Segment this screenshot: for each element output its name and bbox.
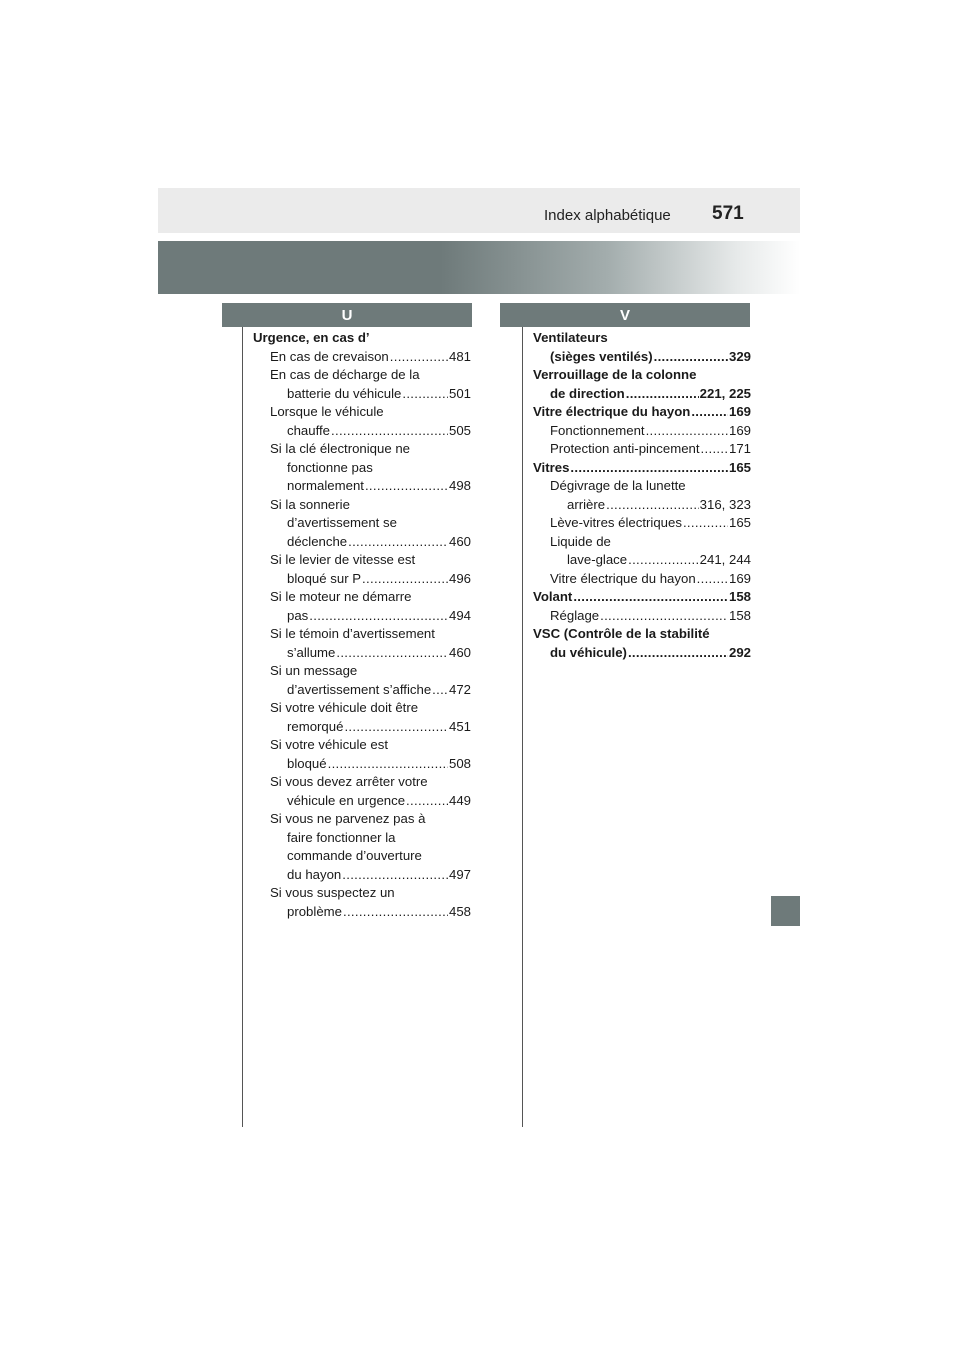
entry-page: 221, 225 bbox=[699, 385, 751, 401]
dot-leader bbox=[348, 533, 448, 552]
entry-text: problème bbox=[287, 903, 342, 919]
entry-text: Verrouillage de la colonne bbox=[533, 367, 697, 382]
entry-text: En cas de crevaison bbox=[270, 348, 389, 364]
index-entry bbox=[253, 681, 471, 700]
entry-text: fonctionne pas bbox=[287, 459, 373, 475]
header-title: Index alphabétique bbox=[544, 207, 671, 224]
index-entry bbox=[253, 903, 471, 922]
entry-page: 451 bbox=[448, 718, 471, 734]
entry-page: 458 bbox=[448, 903, 471, 919]
entry-text: Si la clé électronique ne bbox=[270, 441, 411, 456]
index-entry bbox=[533, 440, 751, 459]
entry-text: Si vous ne parvenez pas à bbox=[270, 811, 426, 826]
index-entry bbox=[533, 403, 751, 422]
index-entry bbox=[533, 644, 751, 663]
dot-leader bbox=[342, 866, 448, 885]
entry-text: Lève-vitres électriques bbox=[550, 515, 682, 530]
dot-leader bbox=[628, 551, 699, 570]
entry-page: 165 bbox=[728, 515, 751, 530]
entry-page: 169 bbox=[728, 404, 751, 419]
index-entry bbox=[253, 588, 471, 607]
entry-text: Volant bbox=[533, 589, 573, 604]
index-column-v bbox=[533, 329, 751, 662]
entry-text: En cas de décharge de la bbox=[270, 367, 420, 382]
dot-leader bbox=[309, 607, 448, 626]
dot-leader bbox=[600, 607, 728, 626]
index-entry bbox=[533, 588, 751, 607]
index-entry bbox=[533, 607, 751, 626]
entry-text: Si la sonnerie bbox=[270, 496, 350, 512]
entry-text: bloqué bbox=[287, 755, 327, 771]
entry-text: commande d’ouverture bbox=[287, 848, 422, 863]
dot-leader bbox=[402, 385, 448, 404]
section-header-u bbox=[222, 303, 472, 327]
index-entry bbox=[533, 477, 751, 496]
index-entry bbox=[253, 477, 471, 496]
dot-leader bbox=[390, 348, 448, 367]
entry-page: 496 bbox=[448, 570, 471, 586]
column-rule-left bbox=[242, 327, 243, 1127]
index-entry bbox=[533, 570, 751, 589]
index-column-u bbox=[253, 329, 471, 921]
entry-page: 171 bbox=[728, 441, 751, 456]
index-entry bbox=[253, 829, 471, 848]
entry-text: véhicule en urgence bbox=[287, 792, 406, 808]
section-letter: U bbox=[341, 306, 353, 324]
entry-page: 169 bbox=[728, 570, 751, 586]
dot-leader bbox=[365, 477, 448, 496]
index-entry bbox=[533, 625, 751, 644]
entry-page: 501 bbox=[448, 385, 471, 401]
header-band bbox=[158, 241, 800, 294]
dot-leader bbox=[362, 570, 448, 589]
entry-page: 158 bbox=[728, 607, 751, 623]
dot-leader bbox=[646, 422, 728, 441]
entry-text: Fonctionnement bbox=[550, 422, 645, 438]
index-entry bbox=[533, 533, 751, 552]
dot-leader bbox=[343, 903, 448, 922]
chapter-tab bbox=[771, 896, 800, 926]
index-entry bbox=[253, 496, 471, 515]
entry-page: 494 bbox=[448, 607, 471, 623]
entry-text: Ventilateurs bbox=[533, 330, 608, 345]
index-entry bbox=[253, 551, 471, 570]
entry-text: bloqué sur P bbox=[287, 570, 362, 586]
entry-page: 472 bbox=[448, 681, 471, 697]
entry-text: Si vous suspectez un bbox=[270, 885, 395, 900]
entry-text: du hayon bbox=[287, 866, 342, 882]
index-entry bbox=[533, 329, 751, 348]
index-entry bbox=[253, 366, 471, 385]
entry-text: lave-glace bbox=[567, 552, 628, 567]
entry-text: Si vous devez arrêter votre bbox=[270, 774, 428, 789]
entry-text: du véhicule) bbox=[550, 644, 627, 660]
index-entry bbox=[533, 459, 751, 478]
entry-text: Si le moteur ne démarre bbox=[270, 589, 412, 604]
entry-text: Vitre électrique du hayon bbox=[533, 404, 691, 419]
page-number: 571 bbox=[712, 203, 744, 224]
entry-page: 460 bbox=[448, 644, 471, 660]
entry-text: chauffe bbox=[287, 422, 331, 438]
entry-text: VSC (Contrôle de la stabilité bbox=[533, 626, 710, 641]
dot-leader bbox=[628, 644, 728, 663]
entry-text: batterie du véhicule bbox=[287, 385, 402, 401]
index-entry bbox=[253, 755, 471, 774]
index-entry bbox=[533, 366, 751, 385]
entry-page: 508 bbox=[448, 755, 471, 771]
entry-page: 460 bbox=[448, 533, 471, 549]
entry-text: déclenche bbox=[287, 533, 348, 549]
header-bar bbox=[158, 188, 800, 233]
entry-page: 241, 244 bbox=[699, 552, 751, 567]
dot-leader bbox=[606, 496, 699, 515]
dot-leader bbox=[432, 681, 448, 700]
index-entry bbox=[253, 718, 471, 737]
entry-page: 158 bbox=[728, 589, 751, 604]
dot-leader bbox=[570, 459, 728, 478]
index-entry bbox=[253, 422, 471, 441]
index-entry bbox=[533, 496, 751, 515]
entry-page: 292 bbox=[728, 644, 751, 660]
index-entry bbox=[253, 607, 471, 626]
entry-page: 497 bbox=[448, 866, 471, 882]
index-entry bbox=[533, 514, 751, 533]
entry-text: Lorsque le véhicule bbox=[270, 404, 384, 419]
index-entry bbox=[253, 884, 471, 903]
dot-leader bbox=[331, 422, 448, 441]
index-entry bbox=[253, 736, 471, 755]
entry-text: Si votre véhicule est bbox=[270, 737, 389, 752]
index-entry bbox=[533, 385, 751, 404]
entry-text: d’avertissement se bbox=[287, 515, 397, 530]
entry-text: Si le témoin d’avertissement bbox=[270, 626, 435, 641]
dot-leader bbox=[701, 440, 728, 459]
index-entry bbox=[253, 440, 471, 459]
section-letter: V bbox=[619, 306, 630, 324]
entry-text: Vitres bbox=[533, 459, 570, 475]
index-entry bbox=[253, 644, 471, 663]
entry-text: Protection anti-pincement bbox=[550, 441, 700, 456]
entry-page: 169 bbox=[728, 422, 751, 438]
entry-text: de direction bbox=[550, 385, 625, 401]
index-entry bbox=[533, 551, 751, 570]
entry-text: faire fonctionner la bbox=[287, 829, 396, 845]
dot-leader bbox=[691, 403, 728, 422]
dot-leader bbox=[573, 588, 728, 607]
dot-leader bbox=[336, 644, 448, 663]
entry-page: 481 bbox=[448, 348, 471, 364]
entry-text: d’avertissement s’affiche bbox=[287, 681, 432, 697]
entry-text: Réglage bbox=[550, 607, 600, 623]
index-entry bbox=[253, 773, 471, 792]
index-entry bbox=[253, 348, 471, 367]
index-entry bbox=[253, 866, 471, 885]
entry-text: Si votre véhicule doit être bbox=[270, 700, 419, 715]
index-entry bbox=[253, 625, 471, 644]
index-entry bbox=[253, 847, 471, 866]
index-entry bbox=[253, 810, 471, 829]
section-header-v bbox=[500, 303, 750, 327]
entry-page: 449 bbox=[448, 792, 471, 808]
entry-page: 329 bbox=[728, 348, 751, 364]
index-entry bbox=[253, 329, 471, 348]
index-entry bbox=[533, 422, 751, 441]
dot-leader bbox=[697, 570, 728, 589]
dot-leader bbox=[683, 514, 728, 533]
dot-leader bbox=[406, 792, 448, 811]
entry-text: Vitre électrique du hayon bbox=[550, 570, 696, 586]
entry-text: (sièges ventilés) bbox=[550, 348, 653, 364]
entry-text: pas bbox=[287, 607, 309, 623]
entry-text: s’allume bbox=[287, 644, 336, 660]
entry-text: Dégivrage de la lunette bbox=[550, 478, 686, 493]
entry-page: 498 bbox=[448, 478, 471, 493]
entry-text: normalement bbox=[287, 478, 364, 493]
entry-text: arrière bbox=[567, 496, 606, 512]
entry-page: 505 bbox=[448, 422, 471, 438]
column-rule-right bbox=[522, 327, 523, 1127]
dot-leader bbox=[328, 755, 448, 774]
index-entry bbox=[253, 699, 471, 718]
dot-leader bbox=[344, 718, 448, 737]
index-entry bbox=[253, 403, 471, 422]
index-entry bbox=[253, 514, 471, 533]
entry-page: 165 bbox=[728, 459, 751, 475]
entry-text: Liquide de bbox=[550, 533, 611, 549]
dot-leader bbox=[654, 348, 728, 367]
index-entry bbox=[533, 348, 751, 367]
index-entry bbox=[253, 459, 471, 478]
index-entry bbox=[253, 385, 471, 404]
index-entry bbox=[253, 662, 471, 681]
entry-text: Si un message bbox=[270, 663, 358, 678]
dot-leader bbox=[626, 385, 699, 404]
entry-text: Si le levier de vitesse est bbox=[270, 552, 416, 567]
entry-page: 316, 323 bbox=[699, 496, 751, 512]
entry-text: remorqué bbox=[287, 718, 344, 734]
index-entry bbox=[253, 570, 471, 589]
entry-text: Urgence, en cas d’ bbox=[253, 330, 370, 345]
index-entry bbox=[253, 533, 471, 552]
index-entry bbox=[253, 792, 471, 811]
